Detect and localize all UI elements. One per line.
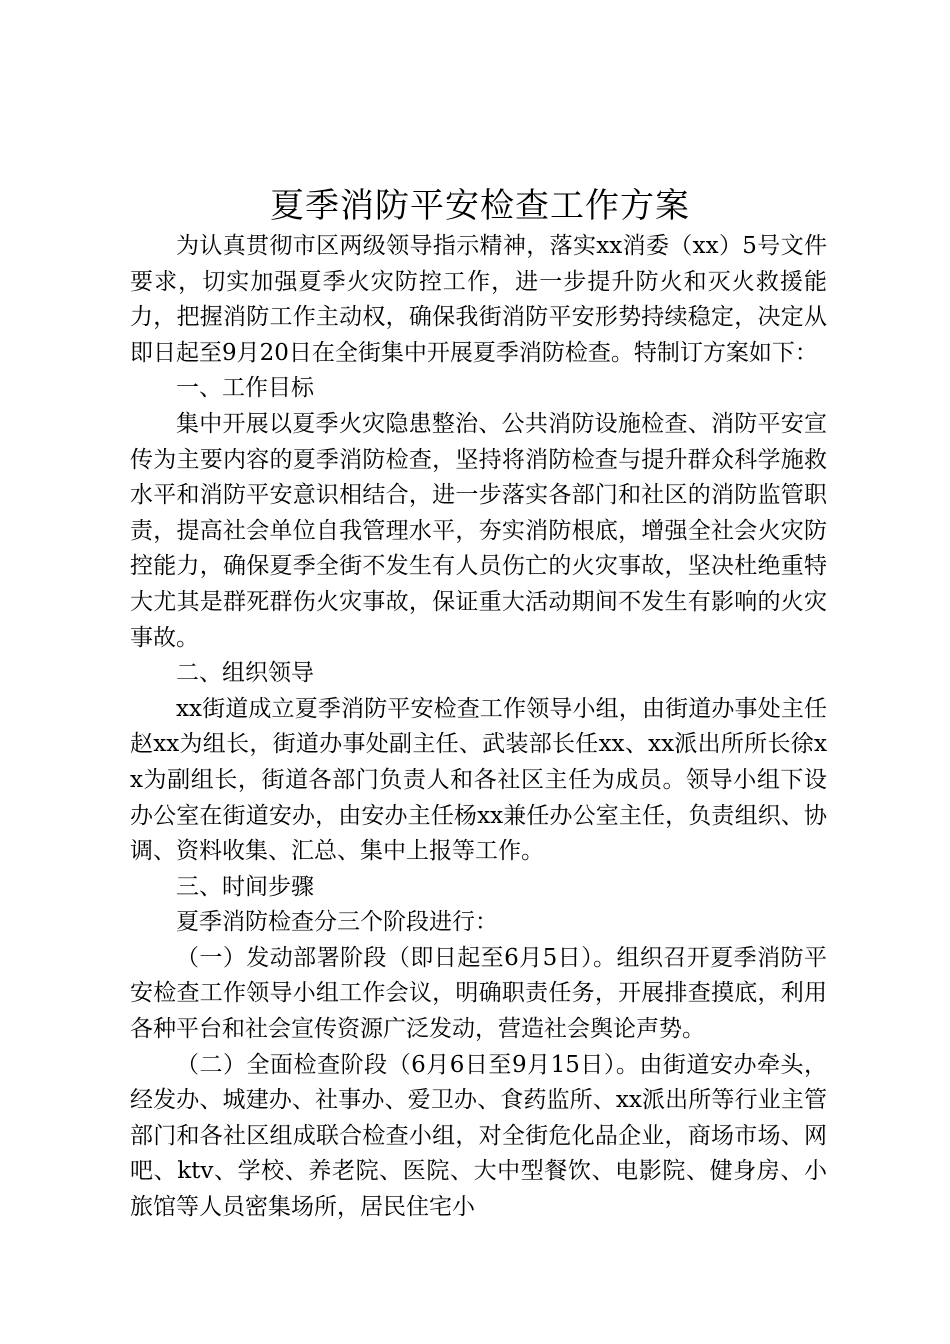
section-heading-goals: 一、工作目标 (176, 375, 314, 402)
goals-paragraph: 集中开展以夏季火灾隐患整治、公共消防设施检查、消防平安宣传为主要内容的夏季消防检查，坚持将消防检查与提升群众科学施救水平和消防平安意识相结合，进一步落实各部门和社区的消防监管职责，提高社会单位自我管理水平，夯实消防根底，增强全社会火灾防控能力，确保夏季全街不发生有人员伤亡的火灾事故，坚决杜绝重特大尤其是群死群伤火灾事故，保证重大活动期间不发生有影响的火灾事故。 (130, 410, 827, 651)
section-heading-schedule: 三、时间步骤 (176, 873, 314, 900)
schedule-overview-paragraph: 夏季消防检查分三个阶段进行： (176, 909, 498, 936)
schedule-phase-one-paragraph: （一）发动部署阶段（即日起至6月5日）。组织召开夏季消防平安检查工作领导小组工作会议，明确职责任务，开展排查摸底，利用各种平台和社会宣传资源广泛发动，营造社会舆论声势。 (130, 944, 827, 1043)
schedule-phase-two-paragraph: （二）全面检查阶段（6月6日至9月15日）。由街道安办牵头，经发办、城建办、社事办、爱卫办、食药监所、xx派出所等行业主管部门和各社区组成联合检查小组，对全街危化品企业，商场市场、网吧、ktv、学校、养老院、医院、大中型餐饮、电影院、健身房、小旅馆等人员密集场所，居民住宅小 (130, 1051, 827, 1221)
document-body (130, 229, 827, 1226)
document-title: 夏季消防平安检查工作方案 (270, 186, 690, 226)
intro-paragraph: 为认真贯彻市区两级领导指示精神，落实xx消委（xx）5号文件要求，切实加强夏季火灾防控工作，进一步提升防火和灭火救援能力，把握消防工作主动权，确保我街消防平安形势持续稳定，决定从即日起至9月20日在全街集中开展夏季消防检查。特制订方案如下： (130, 233, 827, 366)
section-heading-organization: 二、组织领导 (176, 660, 314, 687)
organization-paragraph: xx街道成立夏季消防平安检查工作领导小组，由街道办事处主任赵xx为组长，街道办事处副主任、武装部长任xx、xx派出所所长徐xx为副组长，街道各部门负责人和各社区主任为成员。领导小组下设办公室在街道安办，由安办主任杨xx兼任办公室主任，负责组织、协调、资料收集、汇总、集中上报等工作。 (130, 695, 827, 865)
